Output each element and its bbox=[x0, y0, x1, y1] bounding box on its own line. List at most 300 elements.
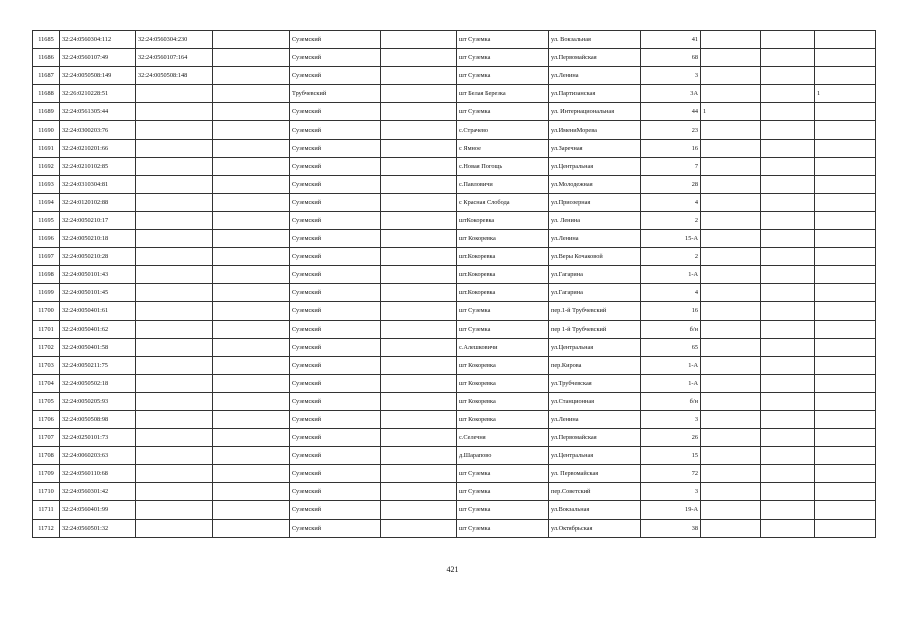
table-cell: пер 1-й Трубчевский bbox=[549, 320, 641, 338]
table-cell: б/н bbox=[641, 320, 701, 338]
table-cell: ул.Первомайская bbox=[549, 49, 641, 67]
table-cell: ул.Вокзальная bbox=[549, 501, 641, 519]
table-cell bbox=[761, 67, 815, 85]
table-cell: б/н bbox=[641, 392, 701, 410]
table-cell bbox=[701, 248, 761, 266]
table-cell: 16 bbox=[641, 302, 701, 320]
table-cell bbox=[761, 284, 815, 302]
table-cell: 32:24:0050508:148 bbox=[136, 67, 213, 85]
table-cell: с Ямное bbox=[457, 139, 549, 157]
table-cell: 11706 bbox=[33, 410, 60, 428]
table-cell: 11689 bbox=[33, 103, 60, 121]
table-cell: 32:24:0060203:63 bbox=[60, 447, 136, 465]
table-cell bbox=[815, 266, 876, 284]
table-cell bbox=[213, 284, 290, 302]
table-cell: 11712 bbox=[33, 519, 60, 537]
table-cell bbox=[136, 410, 213, 428]
table-row bbox=[33, 103, 876, 121]
table-row bbox=[33, 302, 876, 320]
table-cell bbox=[136, 374, 213, 392]
table-cell: Суземский bbox=[290, 374, 381, 392]
table-cell bbox=[136, 175, 213, 193]
table-cell: 11710 bbox=[33, 483, 60, 501]
table-cell bbox=[213, 392, 290, 410]
table-cell bbox=[815, 320, 876, 338]
table-cell: 32:24:0560110:68 bbox=[60, 465, 136, 483]
table-cell: 11692 bbox=[33, 157, 60, 175]
table-cell bbox=[761, 230, 815, 248]
table-cell bbox=[761, 429, 815, 447]
table-cell: 11703 bbox=[33, 356, 60, 374]
table-cell: Суземский bbox=[290, 266, 381, 284]
table-cell bbox=[761, 103, 815, 121]
table-cell: с.Страчево bbox=[457, 121, 549, 139]
table-cell bbox=[381, 139, 457, 157]
table-cell: 11690 bbox=[33, 121, 60, 139]
table-cell: с.Новая Погощь bbox=[457, 157, 549, 175]
table-cell: 32:24:0050401:62 bbox=[60, 320, 136, 338]
table-row bbox=[33, 501, 876, 519]
table-row bbox=[33, 519, 876, 537]
table-cell bbox=[136, 392, 213, 410]
table-cell bbox=[381, 519, 457, 537]
table-cell bbox=[381, 248, 457, 266]
table-cell: 32:24:0050210:18 bbox=[60, 230, 136, 248]
table-cell bbox=[136, 121, 213, 139]
table-cell bbox=[381, 483, 457, 501]
table-cell: 11688 bbox=[33, 85, 60, 103]
table-cell: 11701 bbox=[33, 320, 60, 338]
table-cell: 1-А bbox=[641, 374, 701, 392]
table-cell: ул. Ленина bbox=[549, 211, 641, 229]
table-cell bbox=[815, 103, 876, 121]
table-cell: Суземский bbox=[290, 175, 381, 193]
table-cell bbox=[136, 211, 213, 229]
table-cell bbox=[136, 85, 213, 103]
table-cell: 32:24:0560301:42 bbox=[60, 483, 136, 501]
table-cell: с.Селечня bbox=[457, 429, 549, 447]
table-cell bbox=[815, 67, 876, 85]
table-cell: 32:24:0050508:98 bbox=[60, 410, 136, 428]
table-cell: 32:24:0560401:99 bbox=[60, 501, 136, 519]
table-cell bbox=[136, 230, 213, 248]
table-cell: 16 bbox=[641, 139, 701, 157]
table-cell: Суземский bbox=[290, 284, 381, 302]
table-row bbox=[33, 483, 876, 501]
table-cell: ул. Первомайская bbox=[549, 465, 641, 483]
table-cell bbox=[213, 175, 290, 193]
table-cell: Суземский bbox=[290, 157, 381, 175]
table-cell: Суземский bbox=[290, 49, 381, 67]
table-cell bbox=[701, 230, 761, 248]
table-cell bbox=[815, 49, 876, 67]
table-cell: 11697 bbox=[33, 248, 60, 266]
table-cell: 2 bbox=[641, 248, 701, 266]
table-cell: 11698 bbox=[33, 266, 60, 284]
table-cell bbox=[213, 429, 290, 447]
table-cell bbox=[381, 49, 457, 67]
table-cell bbox=[136, 447, 213, 465]
table-cell bbox=[701, 49, 761, 67]
table-row bbox=[33, 67, 876, 85]
table-cell: 65 bbox=[641, 338, 701, 356]
table-cell: 28 bbox=[641, 175, 701, 193]
table-cell: 32:24:0050210:17 bbox=[60, 211, 136, 229]
table-cell: ул.Гагарина bbox=[549, 284, 641, 302]
table-cell bbox=[701, 67, 761, 85]
table-cell: Суземский bbox=[290, 519, 381, 537]
table-cell: Суземский bbox=[290, 410, 381, 428]
table-cell bbox=[213, 302, 290, 320]
table-cell: 7 bbox=[641, 157, 701, 175]
table-cell bbox=[761, 338, 815, 356]
table-cell: пер.Советский bbox=[549, 483, 641, 501]
table-cell bbox=[381, 85, 457, 103]
table-cell bbox=[381, 465, 457, 483]
table-cell: 4 bbox=[641, 284, 701, 302]
table-row bbox=[33, 284, 876, 302]
table-cell bbox=[213, 103, 290, 121]
table-row bbox=[33, 266, 876, 284]
table-cell: Суземский bbox=[290, 338, 381, 356]
table-cell: Суземский bbox=[290, 392, 381, 410]
table-cell bbox=[136, 193, 213, 211]
table-cell bbox=[815, 465, 876, 483]
table-cell: 32:24:0210201:66 bbox=[60, 139, 136, 157]
table-cell: 3 bbox=[641, 410, 701, 428]
table-cell: ул.Центральная bbox=[549, 447, 641, 465]
table-cell bbox=[136, 266, 213, 284]
table-cell bbox=[381, 447, 457, 465]
table-cell bbox=[761, 139, 815, 157]
table-row bbox=[33, 338, 876, 356]
table-cell: 11709 bbox=[33, 465, 60, 483]
table-cell: шт.Кокоревка bbox=[457, 266, 549, 284]
table-cell: 11708 bbox=[33, 447, 60, 465]
table-cell bbox=[136, 302, 213, 320]
table-cell: Суземский bbox=[290, 320, 381, 338]
table-cell: Суземский bbox=[290, 121, 381, 139]
table-cell bbox=[701, 501, 761, 519]
table-cell bbox=[136, 501, 213, 519]
table-cell: с Красная Слобода bbox=[457, 193, 549, 211]
table-cell: шт Кокоревка bbox=[457, 356, 549, 374]
table-cell bbox=[701, 175, 761, 193]
table-cell bbox=[701, 338, 761, 356]
table-cell bbox=[136, 429, 213, 447]
table-cell bbox=[213, 230, 290, 248]
table-row bbox=[33, 392, 876, 410]
table-row bbox=[33, 248, 876, 266]
table-cell bbox=[701, 157, 761, 175]
table-cell: 72 bbox=[641, 465, 701, 483]
table-cell: Суземский bbox=[290, 67, 381, 85]
table-cell bbox=[761, 501, 815, 519]
table-cell bbox=[815, 31, 876, 49]
table-cell: Суземский bbox=[290, 483, 381, 501]
table-cell: 32:24:0050508:149 bbox=[60, 67, 136, 85]
table-cell: ул.Центральная bbox=[549, 338, 641, 356]
table-cell: 4 bbox=[641, 193, 701, 211]
table-cell: 11702 bbox=[33, 338, 60, 356]
table-cell: 32:24:0050210:28 bbox=[60, 248, 136, 266]
table-cell: ул.Веры Кочаковой bbox=[549, 248, 641, 266]
table-cell bbox=[761, 519, 815, 537]
table-cell: ул.Заречная bbox=[549, 139, 641, 157]
table-cell: ул. Интернациональная bbox=[549, 103, 641, 121]
table-cell: Трубчевский bbox=[290, 85, 381, 103]
table-cell bbox=[761, 85, 815, 103]
table-cell bbox=[381, 211, 457, 229]
table-cell: 32:24:0560501:32 bbox=[60, 519, 136, 537]
table-row bbox=[33, 49, 876, 67]
table-cell bbox=[213, 193, 290, 211]
table-cell bbox=[815, 483, 876, 501]
table-cell: 32:24:0310304:81 bbox=[60, 175, 136, 193]
table-cell bbox=[761, 320, 815, 338]
table-cell: ул.Молодежная bbox=[549, 175, 641, 193]
table-cell bbox=[761, 248, 815, 266]
table-cell: 32:24:0561305:44 bbox=[60, 103, 136, 121]
table-cell: с.Алешковичи bbox=[457, 338, 549, 356]
table-cell: шт Кокоревка bbox=[457, 230, 549, 248]
table-cell: 1-А bbox=[641, 356, 701, 374]
table-cell bbox=[815, 356, 876, 374]
table-cell: 3 bbox=[641, 67, 701, 85]
table-cell bbox=[213, 31, 290, 49]
table-cell bbox=[815, 193, 876, 211]
table-cell: 68 bbox=[641, 49, 701, 67]
table-cell: Суземский bbox=[290, 211, 381, 229]
table-cell bbox=[761, 374, 815, 392]
table-cell: 41 bbox=[641, 31, 701, 49]
table-cell bbox=[815, 519, 876, 537]
table-cell bbox=[213, 85, 290, 103]
table-cell bbox=[136, 320, 213, 338]
table-cell bbox=[381, 429, 457, 447]
table-cell: 1 bbox=[815, 85, 876, 103]
table-cell bbox=[761, 483, 815, 501]
table-cell: 1-А bbox=[641, 266, 701, 284]
table-cell bbox=[213, 121, 290, 139]
table-cell: пер.Кирова bbox=[549, 356, 641, 374]
table-cell bbox=[136, 519, 213, 537]
table-row bbox=[33, 320, 876, 338]
table-cell bbox=[761, 302, 815, 320]
table-row bbox=[33, 139, 876, 157]
table-cell: шт Суземка bbox=[457, 519, 549, 537]
table-cell: шт.Кокоревка bbox=[457, 248, 549, 266]
table-cell bbox=[761, 175, 815, 193]
table-cell: ул.Трубчевская bbox=[549, 374, 641, 392]
table-cell bbox=[761, 49, 815, 67]
table-cell bbox=[701, 447, 761, 465]
table-row bbox=[33, 175, 876, 193]
table-cell bbox=[761, 121, 815, 139]
table-cell bbox=[213, 266, 290, 284]
table-cell: Суземский bbox=[290, 139, 381, 157]
table-cell: ул.Гагарина bbox=[549, 266, 641, 284]
table-cell bbox=[701, 302, 761, 320]
table-cell bbox=[381, 356, 457, 374]
table-row bbox=[33, 211, 876, 229]
table-cell: ул.Станционная bbox=[549, 392, 641, 410]
table-cell: Суземский bbox=[290, 501, 381, 519]
table-row bbox=[33, 85, 876, 103]
table-row bbox=[33, 429, 876, 447]
table-cell: 32:24:0050401:61 bbox=[60, 302, 136, 320]
table-cell bbox=[213, 447, 290, 465]
table-row bbox=[33, 193, 876, 211]
table-cell: 32:24:0300203:76 bbox=[60, 121, 136, 139]
table-row bbox=[33, 121, 876, 139]
table-cell bbox=[213, 465, 290, 483]
table-cell: 2 bbox=[641, 211, 701, 229]
table-cell bbox=[381, 230, 457, 248]
table-cell: 11707 bbox=[33, 429, 60, 447]
table-cell: ул.Первомайская bbox=[549, 429, 641, 447]
table-cell bbox=[136, 103, 213, 121]
table-cell: шт Суземка bbox=[457, 49, 549, 67]
table-cell bbox=[381, 302, 457, 320]
table-row bbox=[33, 230, 876, 248]
table-cell: штКокоревка bbox=[457, 211, 549, 229]
table-cell bbox=[381, 193, 457, 211]
table-cell bbox=[381, 175, 457, 193]
table-cell bbox=[701, 356, 761, 374]
table-cell bbox=[213, 519, 290, 537]
table-cell: ул. Вокзальная bbox=[549, 31, 641, 49]
table-cell bbox=[701, 31, 761, 49]
table-cell bbox=[815, 139, 876, 157]
table-cell bbox=[213, 483, 290, 501]
table-cell bbox=[761, 31, 815, 49]
table-cell: пер.1-й Трубчевский bbox=[549, 302, 641, 320]
table-cell bbox=[701, 211, 761, 229]
records-table-body bbox=[33, 31, 876, 538]
table-cell bbox=[761, 266, 815, 284]
table-cell: 23 bbox=[641, 121, 701, 139]
table-cell: шт.Кокоревка bbox=[457, 284, 549, 302]
table-cell: ул.Октябрьская bbox=[549, 519, 641, 537]
table-cell bbox=[381, 157, 457, 175]
table-cell: 11691 bbox=[33, 139, 60, 157]
table-cell: шт Суземка bbox=[457, 465, 549, 483]
table-cell bbox=[136, 338, 213, 356]
table-cell bbox=[701, 483, 761, 501]
table-cell: Суземский bbox=[290, 302, 381, 320]
table-cell: 32:24:0050101:43 bbox=[60, 266, 136, 284]
table-cell: ул.Центральная bbox=[549, 157, 641, 175]
page-number: 421 bbox=[446, 565, 459, 574]
table-cell: шт Суземка bbox=[457, 302, 549, 320]
table-cell: 11696 bbox=[33, 230, 60, 248]
records-table bbox=[32, 30, 876, 538]
table-cell: 38 bbox=[641, 519, 701, 537]
table-cell: 32:24:0560304:230 bbox=[136, 31, 213, 49]
table-cell bbox=[701, 193, 761, 211]
table-cell: 32:24:0120102:88 bbox=[60, 193, 136, 211]
table-cell bbox=[761, 356, 815, 374]
table-row bbox=[33, 356, 876, 374]
table-cell: 3А bbox=[641, 85, 701, 103]
table-cell bbox=[136, 483, 213, 501]
table-cell: шт Кокоревка bbox=[457, 410, 549, 428]
table-cell: шт Кокоревка bbox=[457, 374, 549, 392]
table-cell bbox=[213, 49, 290, 67]
table-cell: ул.Приозерная bbox=[549, 193, 641, 211]
table-cell: 32:24:0210102:85 bbox=[60, 157, 136, 175]
table-cell: 11694 bbox=[33, 193, 60, 211]
table-cell: 32:24:0560107:164 bbox=[136, 49, 213, 67]
table-cell bbox=[815, 211, 876, 229]
table-row bbox=[33, 465, 876, 483]
table-cell: Суземский bbox=[290, 31, 381, 49]
table-cell: ул.Ленина bbox=[549, 410, 641, 428]
table-cell bbox=[213, 320, 290, 338]
table-cell: Суземский bbox=[290, 465, 381, 483]
table-cell bbox=[701, 266, 761, 284]
table-cell bbox=[815, 447, 876, 465]
table-cell bbox=[136, 139, 213, 157]
table-cell bbox=[381, 103, 457, 121]
table-cell bbox=[815, 248, 876, 266]
table-cell bbox=[815, 410, 876, 428]
table-cell: шт Суземка bbox=[457, 67, 549, 85]
table-row bbox=[33, 31, 876, 49]
table-cell: 15 bbox=[641, 447, 701, 465]
table-cell bbox=[701, 410, 761, 428]
table-cell bbox=[701, 284, 761, 302]
table-cell bbox=[213, 338, 290, 356]
table-cell bbox=[761, 392, 815, 410]
table-cell: Суземский bbox=[290, 248, 381, 266]
table-cell: шт Суземка bbox=[457, 501, 549, 519]
table-cell bbox=[381, 338, 457, 356]
table-cell bbox=[815, 175, 876, 193]
table-cell bbox=[815, 230, 876, 248]
table-cell: 32:24:0050401:58 bbox=[60, 338, 136, 356]
table-cell: ул.Ленина bbox=[549, 67, 641, 85]
table-cell bbox=[213, 157, 290, 175]
table-cell: шт Суземка bbox=[457, 103, 549, 121]
table-cell: 32:24:0560107:49 bbox=[60, 49, 136, 67]
table-cell bbox=[815, 121, 876, 139]
table-cell: ул.Ленина bbox=[549, 230, 641, 248]
table-cell: 1 bbox=[701, 103, 761, 121]
table-cell bbox=[815, 374, 876, 392]
table-cell bbox=[213, 139, 290, 157]
table-cell bbox=[381, 284, 457, 302]
table-cell bbox=[701, 519, 761, 537]
table-cell: 11685 bbox=[33, 31, 60, 49]
table-cell: 11704 bbox=[33, 374, 60, 392]
table-cell bbox=[815, 392, 876, 410]
table-cell bbox=[761, 211, 815, 229]
table-cell: шт Суземка bbox=[457, 31, 549, 49]
table-cell bbox=[381, 501, 457, 519]
table-cell: 11705 bbox=[33, 392, 60, 410]
table-cell bbox=[815, 429, 876, 447]
table-cell bbox=[815, 284, 876, 302]
table-cell: 11686 bbox=[33, 49, 60, 67]
table-cell: 32:24:0050211:75 bbox=[60, 356, 136, 374]
table-row bbox=[33, 410, 876, 428]
table-cell: Суземский bbox=[290, 193, 381, 211]
table-cell bbox=[701, 121, 761, 139]
table-cell: 32:24:0050502:18 bbox=[60, 374, 136, 392]
table-cell bbox=[701, 429, 761, 447]
